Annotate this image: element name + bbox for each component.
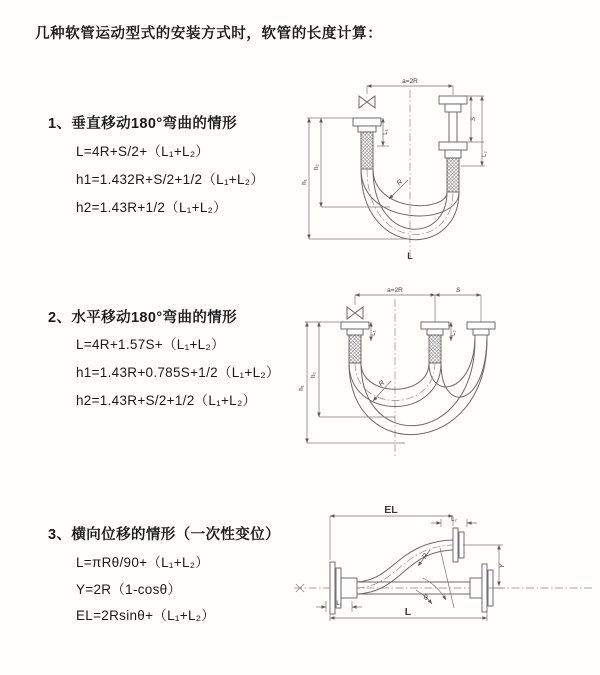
label-h2: h₂ <box>314 164 320 170</box>
braided-hose-section <box>349 335 361 363</box>
label-l: L <box>407 251 413 261</box>
diagram-lateral-displacement <box>290 500 600 665</box>
label-s: S <box>455 287 461 294</box>
diagram-vertical-180-bend <box>295 72 585 262</box>
section-3-heading: 3、横向位移的情形（一次性变位） <box>48 527 280 543</box>
left-flange-fitting <box>330 562 357 614</box>
dimension-el <box>330 504 453 560</box>
section-1-formula-h2: h2=1.43R+1/2（L₁+L₂） <box>76 200 227 215</box>
valve-icon <box>347 307 363 319</box>
section-1-heading: 1、垂直移动180°弯曲的情形 <box>48 116 238 132</box>
label-l2: L₂ <box>451 517 457 523</box>
hose-displaced-s-curve <box>357 540 453 594</box>
label-r: R <box>377 379 387 389</box>
right-hose-fittings <box>439 96 467 192</box>
diagram-horizontal-180-bend <box>295 283 595 470</box>
label-l2: L₂ <box>482 151 488 157</box>
label-l1: L₁ <box>336 601 342 607</box>
left-hose-fitting <box>341 322 369 363</box>
valve-icon <box>359 96 375 108</box>
label-h1: h₁ <box>299 385 305 391</box>
label-r: R <box>395 178 405 188</box>
section-2-formula-h1: h1=1.43R+0.785S+1/2（L₁+L₂） <box>76 365 280 380</box>
hose-u-curves <box>349 335 487 435</box>
label-r: R <box>421 552 430 561</box>
radius-callout <box>373 380 391 401</box>
dimension-h2 <box>314 118 390 207</box>
braided-hose-section <box>429 335 441 363</box>
section-1-formula-L: L=4R+S/2+（L₁+L₂） <box>76 144 210 159</box>
label-h2: h₂ <box>311 372 317 378</box>
left-hose-fitting <box>353 118 381 169</box>
label-l1: L₁ <box>371 330 377 336</box>
dimension-l2 <box>451 322 457 341</box>
radius-callout <box>418 550 430 566</box>
dimension-s <box>467 96 484 142</box>
section-3-formula-Y: Y=2R（1-cosθ） <box>76 582 182 597</box>
section-3-formula-L: L=πRθ/90+（L₁+L₂） <box>76 555 210 570</box>
dimension-a2r <box>355 287 435 295</box>
dimension-l1 <box>371 322 377 341</box>
braided-hose-section <box>361 132 373 169</box>
label-l2: L₂ <box>451 330 457 336</box>
dimension-l2 <box>431 517 477 527</box>
braided-hose-section <box>447 158 459 192</box>
right-hose-fitting <box>467 322 495 335</box>
section-2-heading: 2、水平移动180°弯曲的情形 <box>48 310 238 326</box>
label-s: S <box>471 116 477 122</box>
radius-callout <box>389 179 408 199</box>
dimension-l1 <box>316 601 362 612</box>
middle-hose-fitting <box>421 322 449 363</box>
label-l1: L₁ <box>383 129 389 135</box>
section-3-formula-EL: EL=2Rsinθ+（L₁+L₂） <box>76 608 216 623</box>
label-a2r: a=2R <box>402 78 418 85</box>
label-h1: h₁ <box>302 179 308 185</box>
dimension-l2 <box>461 96 488 166</box>
label-y: Y <box>499 563 506 569</box>
section-2-formula-h2: h2=1.43R+S/2+1/2（L₁+L₂） <box>76 393 257 408</box>
label-theta: θ <box>424 595 428 602</box>
right-flange-fitting-displaced <box>453 528 464 562</box>
label-l: L <box>404 606 412 618</box>
label-el: EL <box>384 504 398 516</box>
label-a2r: a=2R <box>387 287 403 294</box>
section-2-formula-L: L=4R+1.57S+（L₁+L₂） <box>76 337 225 352</box>
section-1-formula-h1: h1=1.432R+S/2+1/2（L₁+L₂） <box>76 172 265 187</box>
dimension-s <box>435 287 481 295</box>
page-title: 几种软管运动型式的安装方式时，软管的长度计算： <box>35 26 383 42</box>
dimension-l <box>330 600 487 621</box>
